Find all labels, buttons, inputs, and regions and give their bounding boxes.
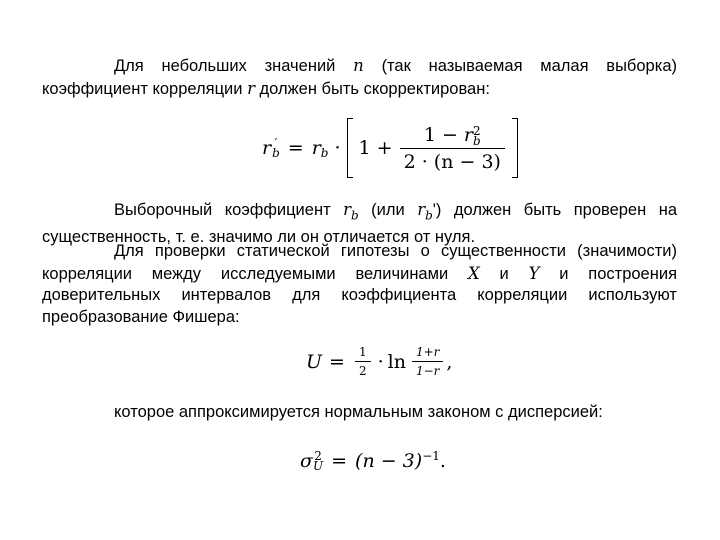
- left-bracket: [347, 118, 353, 178]
- numerator-sub: b: [473, 133, 481, 148]
- prime: ′: [274, 136, 278, 150]
- dot: ·: [334, 137, 341, 159]
- variable-rb2: r: [417, 200, 426, 219]
- variable-rb-sub: b: [351, 208, 359, 223]
- rhs-sub: b: [320, 146, 329, 160]
- half-denominator: 2: [355, 361, 371, 378]
- variable-r: r: [247, 78, 255, 98]
- half-fraction: [355, 345, 371, 378]
- text: которое аппроксимируется нормальным законом с дисперсией:: [114, 403, 603, 421]
- text: должен быть скорректирован:: [254, 79, 490, 98]
- rhs-sup: −1: [422, 449, 440, 463]
- fisher-formula: [306, 345, 452, 378]
- denominator: 2 · (n − 3): [400, 148, 505, 173]
- sigma-sub: U: [312, 459, 324, 473]
- lhs-r: r: [262, 137, 272, 159]
- equals: =: [331, 450, 348, 472]
- text: и построения доверительных интервалов для коэффициента корреляции используют преобразование Фишера:: [42, 264, 677, 326]
- ratio-denominator: 1−r: [412, 361, 443, 378]
- equals: =: [329, 350, 345, 373]
- sigma-sup: 2: [314, 449, 322, 463]
- lhs-sub: b: [272, 146, 280, 160]
- correction-formula: [262, 118, 518, 178]
- lhs-u: U: [306, 350, 323, 373]
- text: (так называемая малая выборка) коэффициент корреляции: [42, 57, 677, 98]
- paragraph-fisher: [42, 241, 677, 328]
- sigma: σ: [300, 450, 313, 472]
- correction-fraction: [400, 124, 505, 173]
- rhs-r: r: [311, 137, 321, 159]
- text: и: [479, 264, 529, 283]
- right-bracket: [512, 118, 518, 178]
- numerator-r: r: [463, 123, 474, 146]
- ln: ln: [387, 350, 406, 373]
- one-plus: 1 +: [358, 137, 393, 159]
- numerator-prefix: 1 −: [423, 123, 464, 146]
- numerator-sup: 2: [473, 123, 481, 138]
- ratio-numerator: 1+r: [415, 345, 440, 359]
- period: .: [439, 450, 446, 472]
- comma: ,: [446, 350, 453, 373]
- paragraph-small-sample: [42, 55, 677, 100]
- paragraph-dispersion: [42, 402, 677, 424]
- text: Для небольших значений: [114, 57, 354, 75]
- variable-y: Y: [528, 263, 540, 283]
- rhs: (n − 3): [355, 450, 423, 472]
- variable-x: X: [467, 263, 480, 283]
- variable-n: n: [353, 56, 364, 75]
- text: Выборочный коэффициент: [114, 201, 344, 219]
- variable-rb: r: [343, 200, 351, 219]
- text: ') должен быть проверен на существенность, т. е. значимо ли он отличается от нуля.: [42, 201, 677, 246]
- dot: ·: [377, 350, 384, 373]
- text: (или: [358, 201, 418, 219]
- equals: =: [287, 137, 304, 159]
- variable-rb2-sub: b: [425, 208, 433, 223]
- text: Для проверки статической гипотезы о существенности (значимости) корреляции между исследуемыми величинами: [42, 242, 677, 283]
- variance-formula: [300, 450, 446, 472]
- half-numerator: 1: [358, 345, 367, 359]
- ratio-fraction: [412, 345, 443, 378]
